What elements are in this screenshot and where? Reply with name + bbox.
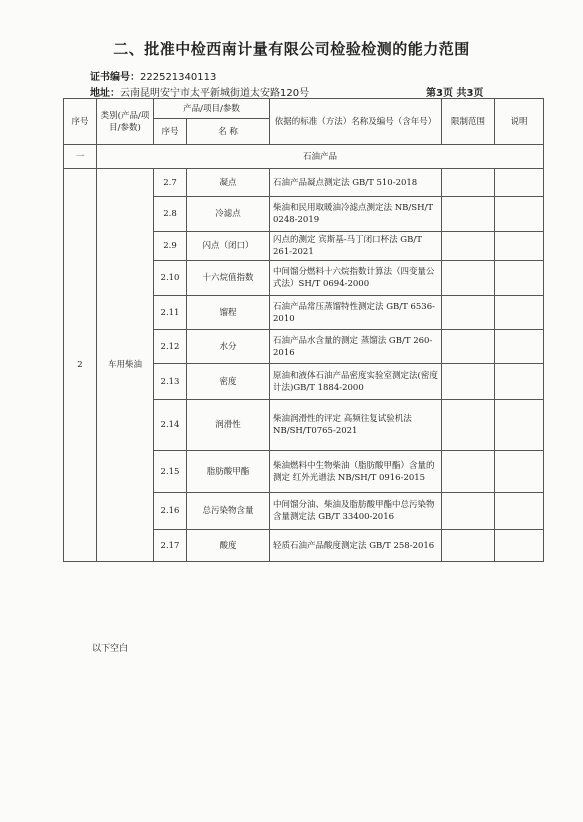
item-limit [442,530,495,562]
item-standard: 柴油润滑性的评定 高频往复试验机法 NB/SH/T0765-2021 [270,400,442,451]
item-name: 闪点（闭口） [187,232,270,261]
address-label: 地址： [90,88,120,99]
header-category: 类别(产品/项目/参数) [97,99,154,145]
item-no: 2.16 [154,493,187,530]
item-limit [442,169,495,197]
item-no: 2.11 [154,296,187,330]
group-seq: 2 [64,169,97,562]
item-limit [442,232,495,261]
item-limit [442,400,495,451]
item-standard: 石油产品水含量的测定 蒸馏法 GB/T 260-2016 [270,330,442,364]
item-name: 密度 [187,364,270,400]
item-no: 2.8 [154,197,187,232]
item-name: 润滑性 [187,400,270,451]
item-note [495,451,544,493]
header-note: 说明 [495,99,544,145]
item-name: 脂肪酸甲酯 [187,451,270,493]
item-name: 水分 [187,330,270,364]
scope-table [63,98,544,562]
section-row [64,145,544,169]
item-standard: 轻质石油产品酸度测定法 GB/T 258-2016 [270,530,442,562]
item-limit [442,364,495,400]
item-name: 冷滤点 [187,197,270,232]
item-limit [442,493,495,530]
item-note [495,232,544,261]
item-standard: 石油产品凝点测定法 GB/T 510-2018 [270,169,442,197]
item-no: 2.12 [154,330,187,364]
section-label: 石油产品 [97,145,544,169]
item-note [495,330,544,364]
item-standard: 闪点的测定 宾斯基-马丁闭口杯法 GB/T 261-2021 [270,232,442,261]
cert-label: 证书编号： [90,72,140,83]
item-name: 馏程 [187,296,270,330]
item-note [495,261,544,296]
item-limit [442,296,495,330]
item-note [495,530,544,562]
item-standard: 柴油和民用取暖油冷滤点测定法 NB/SH/T 0248-2019 [270,197,442,232]
item-no: 2.10 [154,261,187,296]
item-limit [442,451,495,493]
item-name: 十六烷值指数 [187,261,270,296]
header-seq: 序号 [64,99,97,145]
item-no: 2.15 [154,451,187,493]
item-name: 酸度 [187,530,270,562]
item-name: 总污染物含量 [187,493,270,530]
item-note [495,169,544,197]
item-standard: 中间馏分油、柴油及脂肪酸甲酯中总污染物含量测定法 GB/T 33400-2016 [270,493,442,530]
page-number: 第3页 共3页 [426,88,484,99]
item-no: 2.14 [154,400,187,451]
item-no: 2.13 [154,364,187,400]
item-standard: 中间馏分燃料十六烷指数计算法（四变量公式法）SH/T 0694-2000 [270,261,442,296]
item-limit [442,330,495,364]
header-name: 名 称 [187,119,270,145]
header-limit: 限制范围 [442,99,495,145]
item-no: 2.9 [154,232,187,261]
item-note [495,364,544,400]
blank-below-note: 以下空白 [92,644,129,654]
item-note [495,400,544,451]
page-title: 二、批准中检西南计量有限公司检验检测的能力范围 [113,40,470,58]
item-limit [442,197,495,232]
cert-value: 222521340113 [140,72,217,83]
item-limit [442,261,495,296]
item-standard: 柴油燃料中生物柴油（脂肪酸甲酯）含量的测定 红外光谱法 NB/SH/T 0916-2015 [270,451,442,493]
section-seq: 一 [64,145,97,169]
item-note [495,296,544,330]
item-standard: 原油和液体石油产品密度实验室测定法(密度计法)GB/T 1884-2000 [270,364,442,400]
address-value: 云南昆明安宁市太平新城街道太安路120号 [120,88,310,99]
item-note [495,197,544,232]
item-no: 2.7 [154,169,187,197]
header-product-group: 产品/项目/参数 [154,99,270,119]
group-category: 车用柴油 [97,169,154,562]
header-row-1 [64,99,544,119]
item-name: 凝点 [187,169,270,197]
item-standard: 石油产品常压蒸馏特性测定法 GB/T 6536-2010 [270,296,442,330]
certificate-number [90,68,216,83]
address [90,84,309,99]
table-row [64,169,544,197]
header-sub-seq: 序号 [154,119,187,145]
item-no: 2.17 [154,530,187,562]
item-note [495,493,544,530]
header-standard: 依据的标准（方法）名称及编号（含年号） [270,99,442,145]
